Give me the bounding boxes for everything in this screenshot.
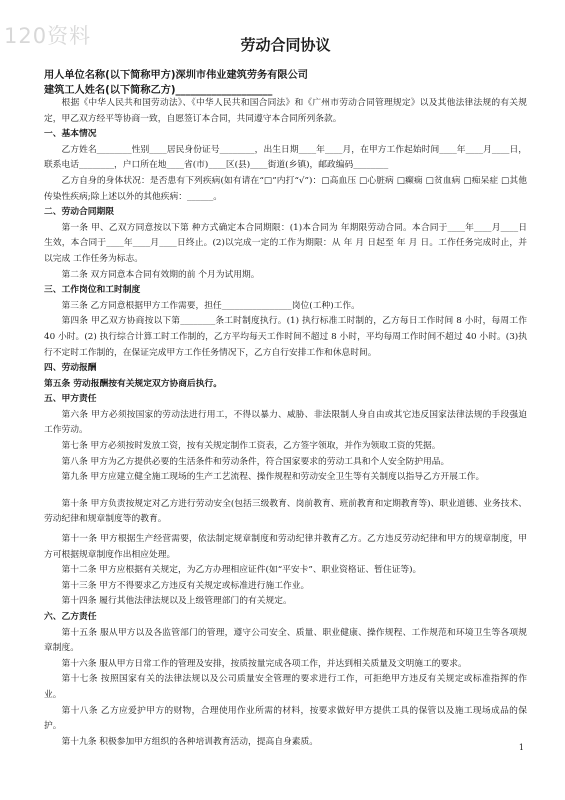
article-7: 第七条 甲方必须按时发放工资，按有关规定制作工资表，乙方签字领取，并作为领取工资的凭据。 — [61, 441, 441, 452]
article-5: 第五条 劳动报酬按有关规定双方协商后执行。 — [44, 378, 223, 389]
section-heading-contract-term: 二、劳动合同期限 — [44, 207, 114, 218]
article-3: 第三条 乙方同意根据甲方工作需要，担任________________岗位(工种)工作。 — [61, 300, 360, 311]
party-a-line: 用人单位名称(以下简称甲方)深圳市伟业建筑劳务有限公司 — [44, 70, 308, 81]
article-11: 第十一条 甲方根据生产经营需要，依法制定规章制度和劳动纪律并教育乙方。乙方违反劳动纪律和甲方的规章制度，甲方可根据规章制度作出相应处理。 — [44, 534, 527, 560]
article-18: 第十八条 乙方应爱护甲方的财物，合理使用作业所需的材料，按要求做好甲方提供工具的保管以及施工现场成品的保护。 — [44, 705, 527, 732]
contract-body — [44, 96, 527, 750]
article-1: 第一条 甲、乙双方同意按以下第 种方式确定本合同期限：(1)本合同为 年期限劳动合同。本合同于____年____月____日生效，本合同于____年____月____日终止。(2)以完成一定的工作为期限：从 年 月 日起至 年 月 日。工作任务完成时止，并以完成 工作任务为标志。 — [44, 222, 527, 264]
article-6: 第六条 甲方必须按国家的劳动法进行用工，不得以暴力、威胁、非法限制人身自由或其它违反国家法律法规的手段强迫工作劳动。 — [44, 409, 527, 436]
document-title: 劳动合同协议 — [240, 36, 331, 54]
article-16: 第十六条 服从甲方日常工作的管理及安排，按质按量完成各项工作，并达到相关质量及文明施工的要求。 — [61, 658, 467, 669]
health-condition-paragraph: 乙方自身的身体状况：是否患有下列疾病(如有请在“□”内打“√”)：□高血压 □心脏病 □癫痫 □贫血病 □痴呆症 □其他传染性疾病;除上述以外的其他疾病：______。 — [44, 175, 527, 202]
watermark: 120资料 — [4, 24, 92, 48]
article-19: 第十九条 积极参加甲方组织的各种培训教育活动，提高自身素质。 — [61, 736, 319, 747]
article-15: 第十五条 服从甲方以及各监管部门的管理，遵守公司安全、质量、职业健康、操作规程、工作规范和环境卫生等各项规章制度。 — [44, 627, 527, 654]
article-4: 第四条 甲乙双方协商按以下第________条工时制度执行。(1) 执行标准工时制的，乙方每日工作时间 8 小时，每周工作 40 小时。(2) 执行综合计算工时工作制的，乙方平均每天工作时间不超过 8 小时，平均每周工作时间不超过 40 小时。(3)执行不定时工作制的，在保证完成甲方工作任务情况下，乙方自行安排工作和休息时间。 — [44, 316, 527, 358]
article-17: 第十七条 按照国家有关的法律法规以及公司质量安全管理的要求进行工作，可拒绝甲方违反有关规定或标准指挥的作业。 — [44, 674, 527, 700]
article-13: 第十三条 甲方不得要求乙方违反有关规定或标准进行施工作业。 — [61, 580, 310, 591]
section-heading-remuneration: 四、劳动报酬 — [44, 363, 97, 374]
section-heading-party-a-duties: 五、甲方责任 — [44, 394, 97, 405]
article-9: 第九条 甲方应建立健全施工现场的生产工艺流程、操作规程和劳动安全卫生等有关制度以指导乙方开展工作。 — [61, 472, 485, 483]
section-heading-basic-info: 一、基本情况 — [44, 129, 97, 140]
article-14: 第十四条 履行其他法律法规以及上级管理部门的有关规定。 — [61, 596, 292, 607]
article-10: 第十条 甲方负责按规定对乙方进行劳动安全(包括三级教育、岗前教育、班前教育和定期教育等)、职业道德、业务技术、劳动纪律和规章制度等的教育。 — [44, 498, 527, 525]
party-b-line: 建筑工人姓名(以下简称乙方)___________________ — [44, 85, 273, 96]
article-8: 第八条 甲方为乙方提供必要的生活条件和劳动条件，符合国家要求的劳动工具和个人安全防护用品。 — [61, 456, 450, 467]
page-number: 1 — [518, 743, 524, 752]
intro-paragraph: 根据《中华人民共和国劳动法》、《中华人民共和国合同法》和《广州市劳动合同管理规定》以及其他法律法规的有关规定，甲乙双方经平等协商一致，自愿签订本合同，共同遵守本合同所列条款。 — [44, 98, 527, 124]
article-2: 第二条 双方同意本合同有效期的前 个月为试用期。 — [61, 269, 260, 280]
article-12: 第十二条 甲方应根据有关规定，为乙方办理相应证件(如“平安卡”、职业资格证、暂住证等)。 — [61, 565, 422, 576]
section-heading-party-b-duties: 六、乙方责任 — [44, 612, 97, 622]
section-heading-position-hours: 三、工作岗位和工时制度 — [44, 285, 141, 296]
basic-info-paragraph: 乙方姓名________性别____居民身份证号________，出生日期____年____月，在甲方工作起始时间____年____月____日，联系电话________，户口所在地____省(市)____区(县)____街道(乡镇)，邮政编码________ — [44, 144, 527, 171]
